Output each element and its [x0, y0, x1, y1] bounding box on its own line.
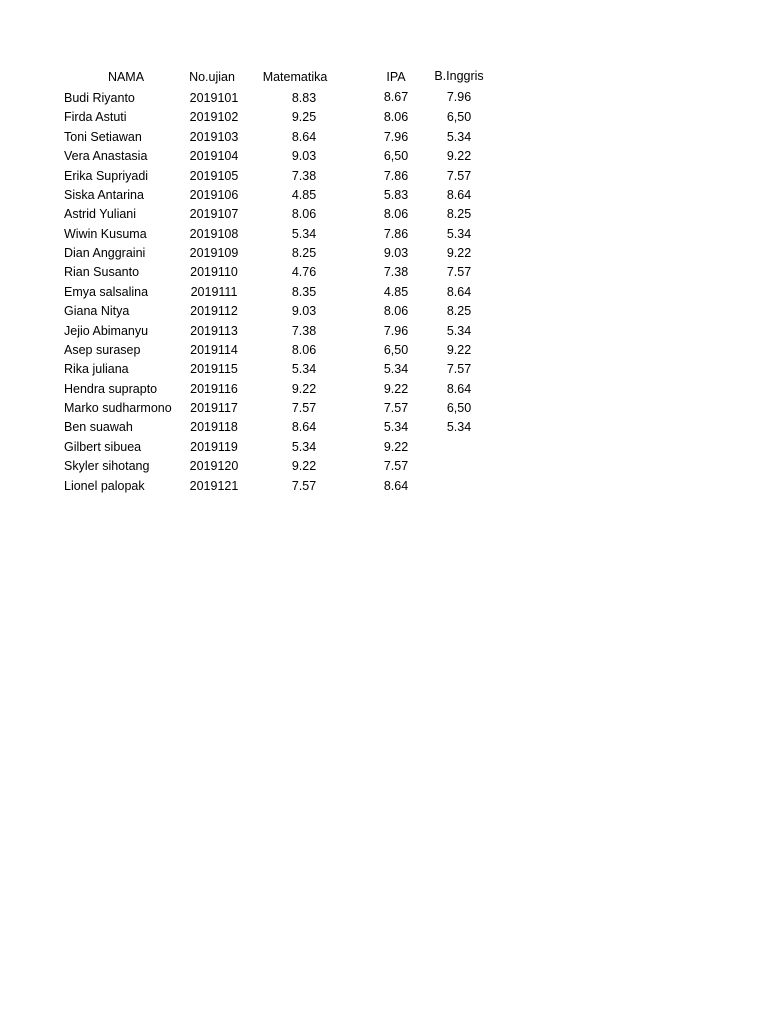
cell-nama: Siska Antarina [64, 188, 144, 202]
cell-ipa: 9.22 [383, 439, 409, 454]
cell-inggris: 8.25 [446, 304, 472, 318]
cell-matematika: 7.38 [291, 323, 317, 338]
cell-nama: Marko sudharmono [64, 401, 172, 415]
cell-matematika: 9.22 [291, 381, 317, 396]
cell-matematika: 4.76 [291, 265, 317, 279]
table-row [0, 108, 768, 127]
cell-inggris [428, 477, 490, 496]
cell-matematika: 5.34 [291, 439, 317, 454]
cell-ipa: 8.06 [383, 207, 409, 221]
cell-ipa: 7.86 [383, 168, 409, 183]
cell-inggris: 8.25 [446, 207, 472, 221]
header-nama: NAMA [107, 70, 145, 84]
cell-no-ujian: 2019112 [190, 304, 238, 318]
header-inggris: B.Inggris [434, 69, 484, 83]
cell-matematika: 7.38 [291, 168, 317, 183]
header-no-ujian: No.ujian [189, 70, 235, 84]
cell-nama: Skyler sihotang [64, 459, 150, 473]
cell-nama: Firda Astuti [64, 110, 127, 124]
cell-no-ujian: 2019121 [189, 478, 239, 493]
cell-nama: Wiwin Kusuma [64, 226, 147, 241]
cell-no-ujian: 2019106 [189, 188, 239, 202]
cell-matematika: 9.03 [291, 304, 317, 318]
cell-nama: Astrid Yuliani [64, 207, 137, 221]
cell-matematika: 8.35 [291, 284, 317, 299]
cell-ipa: 6,50 [383, 149, 409, 163]
cell-no-ujian: 2019110 [190, 265, 238, 279]
table-row [0, 244, 768, 263]
cell-no-ujian: 2019105 [189, 168, 239, 183]
table-row [0, 477, 768, 496]
table-header-row [0, 68, 768, 87]
cell-ipa: 4.85 [383, 284, 409, 299]
table-row [0, 399, 768, 418]
table-row [0, 438, 768, 457]
cell-no-ujian: 2019118 [190, 420, 238, 434]
cell-inggris: 7.96 [446, 89, 472, 104]
cell-ipa: 7.96 [383, 323, 409, 338]
cell-no-ujian: 2019114 [190, 343, 238, 357]
cell-no-ujian: 2019115 [190, 362, 238, 376]
table-row [0, 322, 768, 341]
cell-inggris: 9.22 [446, 343, 472, 357]
cell-inggris: 5.34 [446, 420, 472, 434]
cell-matematika: 8.64 [291, 420, 317, 434]
cell-ipa: 7.96 [383, 129, 409, 144]
cell-inggris: 8.64 [446, 381, 472, 396]
table-row [0, 360, 768, 379]
cell-inggris: 7.57 [446, 265, 472, 279]
cell-no-ujian: 2019113 [190, 323, 238, 338]
table-row [0, 147, 768, 166]
cell-nama: Emya salsalina [64, 284, 149, 299]
cell-nama: Vera Anastasia [64, 149, 148, 163]
cell-matematika: 8.64 [291, 129, 317, 144]
cell-nama: Jejio Abimanyu [64, 323, 149, 338]
cell-ipa: 8.06 [383, 304, 409, 318]
cell-inggris: 7.57 [446, 168, 472, 183]
cell-no-ujian: 2019119 [190, 439, 238, 454]
cell-no-ujian: 2019111 [190, 284, 238, 299]
table-row [0, 457, 768, 476]
cell-matematika: 7.57 [291, 401, 317, 415]
cell-matematika: 5.34 [291, 226, 317, 241]
cell-nama: Giana Nitya [64, 304, 130, 318]
cell-matematika: 9.03 [291, 149, 317, 163]
cell-no-ujian: 2019104 [189, 149, 239, 163]
cell-ipa: 7.38 [383, 265, 409, 279]
cell-no-ujian: 2019101 [189, 90, 239, 105]
cell-ipa: 7.86 [383, 226, 409, 241]
cell-inggris: 8.64 [446, 284, 472, 299]
cell-matematika: 7.57 [291, 478, 317, 493]
cell-matematika: 4.85 [291, 188, 317, 202]
table-row [0, 186, 768, 205]
cell-nama: Rika juliana [64, 362, 129, 376]
cell-matematika: 9.22 [291, 459, 317, 473]
cell-ipa: 9.03 [383, 246, 409, 260]
cell-inggris: 9.22 [446, 149, 472, 163]
cell-inggris: 5.34 [446, 226, 472, 241]
cell-nama: Dian Anggraini [64, 246, 146, 260]
header-matematika: Matematika [262, 70, 328, 84]
cell-nama: Toni Setiawan [64, 129, 142, 144]
cell-inggris: 7.57 [446, 362, 472, 376]
cell-no-ujian: 2019109 [189, 246, 239, 260]
cell-no-ujian: 2019120 [189, 459, 239, 473]
cell-inggris [428, 457, 490, 476]
cell-ipa: 9.22 [383, 381, 409, 396]
cell-ipa: 8.64 [383, 478, 409, 493]
cell-nama: Hendra suprapto [64, 381, 158, 396]
cell-matematika: 8.06 [291, 343, 317, 357]
table-row [0, 380, 768, 399]
cell-ipa: 8.06 [383, 110, 409, 124]
cell-matematika: 8.06 [291, 207, 317, 221]
cell-ipa: 6,50 [383, 343, 409, 357]
cell-nama: Lionel palopak [64, 478, 145, 493]
cell-nama: Erika Supriyadi [64, 168, 149, 183]
cell-nama: Budi Riyanto [64, 90, 135, 105]
cell-no-ujian: 2019103 [189, 129, 239, 144]
cell-inggris: 5.34 [446, 323, 472, 338]
cell-inggris: 6,50 [446, 110, 472, 124]
cell-no-ujian: 2019108 [189, 226, 239, 241]
cell-matematika: 9.25 [291, 110, 317, 124]
cell-ipa: 7.57 [383, 459, 409, 473]
table-row [0, 89, 768, 108]
cell-ipa: 8.67 [383, 89, 409, 104]
cell-no-ujian: 2019116 [190, 381, 238, 396]
cell-nama: Ben suawah [64, 420, 133, 434]
table-row [0, 205, 768, 224]
cell-no-ujian: 2019107 [189, 207, 239, 221]
cell-nama: Gilbert sibuea [64, 439, 142, 454]
cell-matematika: 8.83 [291, 90, 317, 105]
cell-ipa: 5.34 [383, 362, 409, 376]
table-row [0, 341, 768, 360]
cell-inggris [428, 438, 490, 457]
cell-inggris: 8.64 [446, 188, 472, 202]
table-row [0, 263, 768, 282]
cell-matematika: 5.34 [291, 362, 317, 376]
cell-ipa: 7.57 [383, 401, 409, 415]
cell-inggris: 5.34 [446, 129, 472, 144]
cell-nama: Rian Susanto [64, 265, 140, 279]
table-row [0, 225, 768, 244]
cell-ipa: 5.83 [383, 188, 409, 202]
cell-inggris: 9.22 [446, 246, 472, 260]
table-row [0, 283, 768, 302]
table-row [0, 302, 768, 321]
header-ipa: IPA [386, 70, 406, 84]
cell-ipa: 5.34 [383, 420, 409, 434]
cell-matematika: 8.25 [291, 246, 317, 260]
cell-nama: Asep surasep [64, 343, 141, 357]
cell-no-ujian: 2019102 [189, 110, 239, 124]
table-row [0, 128, 768, 147]
table-row [0, 418, 768, 437]
table-row [0, 167, 768, 186]
cell-no-ujian: 2019117 [190, 401, 238, 415]
cell-inggris: 6,50 [446, 401, 472, 415]
